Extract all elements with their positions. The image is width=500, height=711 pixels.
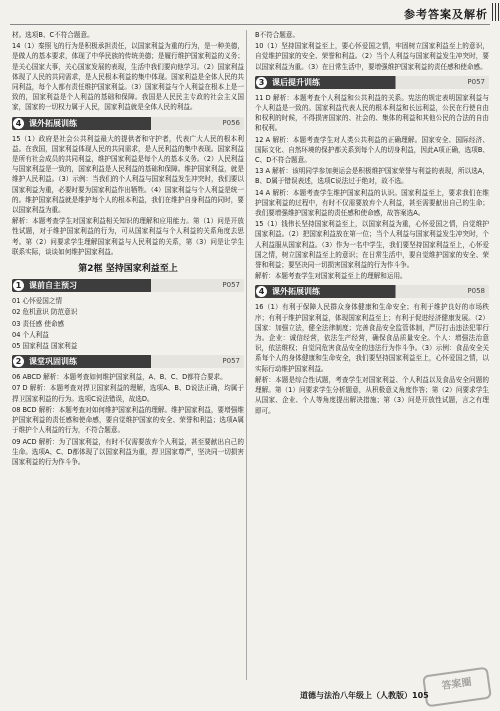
section-label: 课外拓展训练 xyxy=(272,287,320,297)
column-divider xyxy=(246,30,247,680)
section-band-preview xyxy=(12,279,244,292)
page-footer: 道德与法治八年级上（人教版）105 xyxy=(300,691,429,700)
section-band-after-class xyxy=(255,76,489,89)
preview-item-05: 05 国家利益 国家利益 xyxy=(12,342,78,351)
section-number-badge: 3 xyxy=(256,77,267,88)
section-band-extension xyxy=(12,117,244,130)
left-column xyxy=(12,30,244,468)
page-header xyxy=(0,0,500,28)
section-page-ref: P058 xyxy=(467,287,485,296)
answer-14: 14（1）秦照飞的行为是积极承担责任，以国家利益为重的行为，是一种美德，是做人的基本要求，体现了中华民族的传统美德；是履行维护国家利益的义务；是关心国家大事，关心国家发展的表现，生活中我们要向他学习。（2）国家利益体现了人民的共同需求，是人民根本利益的集中体现。国家利益是全体人民的共同利益，每个人都有责任维护国家利益。（3）国家利益与个人利益在根本上是一致的，国家利益是个人利益的基础和保障。我国是人民民主专政的社会主义国家，国家的一切权力属于人民，国家利益就是全体人民的利益。 xyxy=(12,42,244,112)
answer-16: 16（1）有利于保障人民群众身体健康和生命安全；有利于维护良好的市场秩序；有利于维护国家利益，体现国家利益至上；有利于促进经济健康发展。（2）国家：加强立法，健全法律制度；完善食品安全监管体制，严厉打击违法犯罪行为。企业：诚信经营，依法生产经营，确保食品质量安全。个人：增强法治意识，依法维权；自觉同危害食品安全的违法行为作斗争。（3）示例：食品安全关系每个人的身体健康和生命安全，我们要坚持国家利益至上，心怀爱国之情，以实际行动维护国家利益。 xyxy=(255,303,489,373)
right-column xyxy=(255,30,489,417)
answer-14-right: 14 A 解析：本题考查学生维护国家利益的认识。国家利益至上，要求我们在维护国家利益的过程中，有时不仅需要放弃个人利益，甚至需要献出自己的生命；我们要增强维护国家利益的责任感和使命感，故答案选A。 xyxy=(255,188,489,218)
header-stripe-decoration xyxy=(492,3,500,21)
section-page-ref: P057 xyxy=(467,77,485,86)
chapter-title: 第2框 坚持国家利益至上 xyxy=(78,264,178,275)
preview-item-03: 03 责任感 使命感 xyxy=(12,319,65,328)
answer-11: 11 D 解析：本题考查个人利益和公共利益的关系。宪法的规定表明国家利益与个人利益是一致的。国家利益代表人民的根本利益和长远利益，公民在行使自由和权利的时候，不得损害国家的、社会的、集体的利益和其他公民的合法的自由和权利。 xyxy=(255,93,489,133)
answer-intro: 材。选项B、C不符合题意。 xyxy=(12,31,94,39)
preview-item-02: 02 危机意识 防范意识 xyxy=(12,308,78,317)
answer-06: 06 ABCD 解析：本题考查如何维护国家利益，A、B、C、D都符合要求。 xyxy=(12,373,227,382)
section-number-badge: 2 xyxy=(13,356,24,367)
answer-15-right: 15（1）钱伟长坚持国家利益至上，以国家利益为重，心怀爱国之情，自觉维护国家利益。（2）把国家利益放在第一位；当个人利益与国家利益发生冲突时，个人利益服从国家利益。（3）作为一名中学生，我们要坚持国家利益至上，心怀爱国之情，树立国家利益至上的意识；在日常生活中，要自觉维护国家的安全、荣誉和利益；要坚决同一切损害国家利益的行为作斗争。 xyxy=(255,220,489,270)
answer-07: 07 D 解析：本题考查对捍卫国家利益的理解，选项A、B、D说法正确，均属于捍卫国家利益的行为。选项C说法错误，故选D。 xyxy=(12,384,244,403)
preview-item-01: 01 心怀爱国之情 xyxy=(12,297,63,306)
answer-15-right-analysis: 解析：本题考查学生对国家利益至上的理解和运用。 xyxy=(255,272,407,281)
section-band-extension-2 xyxy=(255,285,489,298)
answer-16-analysis: 解析：本题是综合性试题，考查学生对国家利益、个人利益以及食品安全问题的理解。第（1）问要求学生分析题意，从积极意义角度作答；第（2）问要求学生从国家、企业、个人等角度提出解决措施；第（3）问是开放性试题，言之有理即可。 xyxy=(255,375,489,415)
watermark-stamp: 答案圈 xyxy=(422,667,492,708)
answer-08: 08 BCD 解析：本题考查对如何维护国家利益的理解。维护国家利益，要增强维护国家利益的责任感和使命感，要自觉维护国家的安全、荣誉和利益；选项A属于维护个人利益的行为，不符合题意。 xyxy=(12,405,244,435)
preview-item-04: 04 个人利益 xyxy=(12,330,49,339)
section-label: 课前自主预习 xyxy=(29,281,77,291)
section-number-badge: 4 xyxy=(13,118,24,129)
answer-09: 09 ACD 解析：为了国家利益，有时不仅需要放弃个人利益，甚至要献出自己的生命。选项A、C、D都体现了以国家利益为重，捍卫国家尊严，坚决同一切损害国家利益的行为作斗争。 xyxy=(12,437,244,466)
section-number-badge: 1 xyxy=(13,280,24,291)
section-number-badge: 4 xyxy=(256,286,267,297)
section-label: 课后提升训练 xyxy=(272,77,320,87)
section-page-ref: P057 xyxy=(222,281,240,290)
header-rule xyxy=(10,24,490,25)
answer-12: 12 A 解析：本题考查学生对人类公共利益的正确理解。国家安全、国际经济、国际文化、自然环境的保护都关系到每个人的切身利益，因此A项正确，选项B、C、D不符合题意。 xyxy=(255,135,489,165)
answer-continued: B不符合题意。 xyxy=(255,31,300,39)
answer-15-analysis: 解析：本题考查学生对国家利益相关知识的理解和应用能力。第（1）问是开放性试题，对于维护国家利益的行为，可从国家利益与个人利益的关系角度去思考。第（2）问要求学生理解国家利益与人民利益的关系，第（3）问是让学生联系实际，谈谈如何维护国家利益。 xyxy=(12,217,244,256)
section-page-ref: P056 xyxy=(222,118,240,127)
section-page-ref: P057 xyxy=(222,357,240,366)
section-band-classroom xyxy=(12,355,244,368)
header-title: 参考答案及解析 xyxy=(404,8,488,21)
answer-10: 10（1）坚持国家利益至上，要心怀爱国之情，牢固树立国家利益至上的意识，自觉维护国家的安全、荣誉和利益。（2）当个人利益与国家利益发生冲突时，要以国家利益为重。（3）在日常生活中，要增强维护国家利益的责任感和使命感。 xyxy=(255,42,489,71)
section-label: 课堂巩固训练 xyxy=(29,357,77,367)
answer-15: 15（1）政府是社会公共利益最大的提供者和守护者，代表广大人民的根本利益。在我国，国家利益体现人民的共同需求，是人民利益的集中表现。国家利益是所有社会成员的共同利益，维护国家利益是每个人的基本义务。（2）人民利益与国家利益是一致的，国家利益是人民利益的基础和保障。维护国家利益，就是维护人民利益。（3）示例：当我们的个人利益与国家利益发生冲突时，我们要以国家利益为重，必要时要为国家利益作出牺牲。（4）国家利益与个人利益是统一的。维护国家利益就是维护每个人的根本利益，我们在维护自身利益的同时，要以国家利益为重。 xyxy=(12,134,244,215)
section-label: 课外拓展训练 xyxy=(29,118,77,128)
answer-13: 13 A 解析：该明同学参加奥运会是积极维护国家荣誉与利益的表现，所以选A，B、D属于错误表述，选项C说法过于绝对，故不选。 xyxy=(255,167,489,186)
